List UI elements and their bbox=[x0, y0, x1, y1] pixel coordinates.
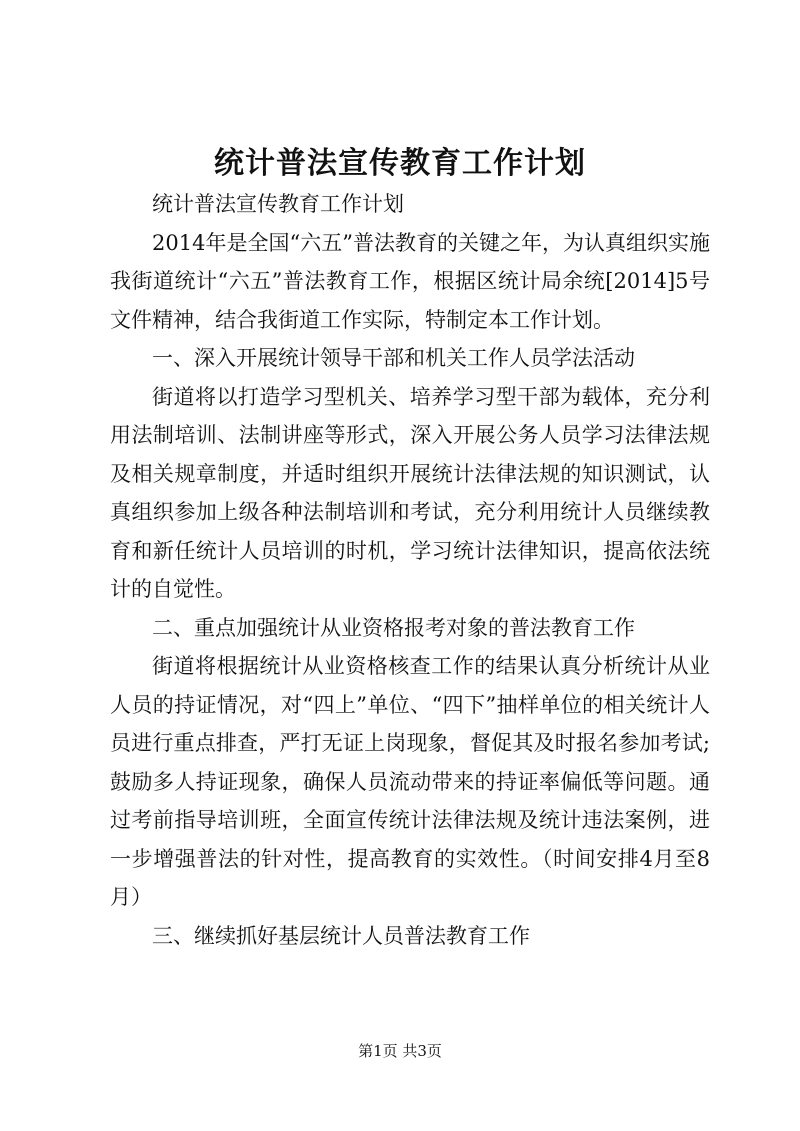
paragraph-intro: 2014年是全国“六五”普法教育的关键之年，为认真组织实施我街道统计“六五”普法教育工作，根据区统计局余统[2014]5号文件精神，结合我街道工作实际，特制定本工作计划。 bbox=[110, 230, 710, 332]
paragraph-subtitle: 统计普法宣传教育工作计划 bbox=[152, 192, 404, 216]
section-heading-2: 二、重点加强统计从业资格报考对象的普法教育工作 bbox=[152, 615, 635, 640]
document-title: 统计普法宣传教育工作计划 bbox=[214, 146, 586, 181]
document-body bbox=[110, 185, 710, 955]
page-footer: 第1页 共3页 bbox=[358, 1042, 442, 1060]
section-heading-1: 一、深入开展统计领导干部和机关工作人员学法活动 bbox=[152, 346, 635, 370]
paragraph-section-2: 街道将根据统计从业资格核查工作的结果认真分析统计从业人员的持证情况，对“四上”单位、“四下”抽样单位的相关统计人员进行重点排查，严打无证上岗现象，督促其及时报名参加考试;鼓励多人持证现象，确保人员流动带来的持证率偏低等问题。通过考前指导培训班，全面宣传统计法律法规及统计违法案例，进一步增强普法的针对性，提高教育的实效性。（时间安排4月至8月） bbox=[110, 654, 710, 909]
section-heading-3: 三、继续抓好基层统计人员普法教育工作 bbox=[152, 923, 530, 948]
paragraph-section-1: 街道将以打造学习型机关、培养学习型干部为载体，充分利用法制培训、法制讲座等形式，深入开展公务人员学习法律法规及相关规章制度，并适时组织开展统计法律法规的知识测试，认真组织参加上级各种法制培训和考试，充分利用统计人员继续教育和新任统计人员培训的时机，学习统计法律知识，提高依法统计的自觉性。 bbox=[110, 384, 710, 601]
